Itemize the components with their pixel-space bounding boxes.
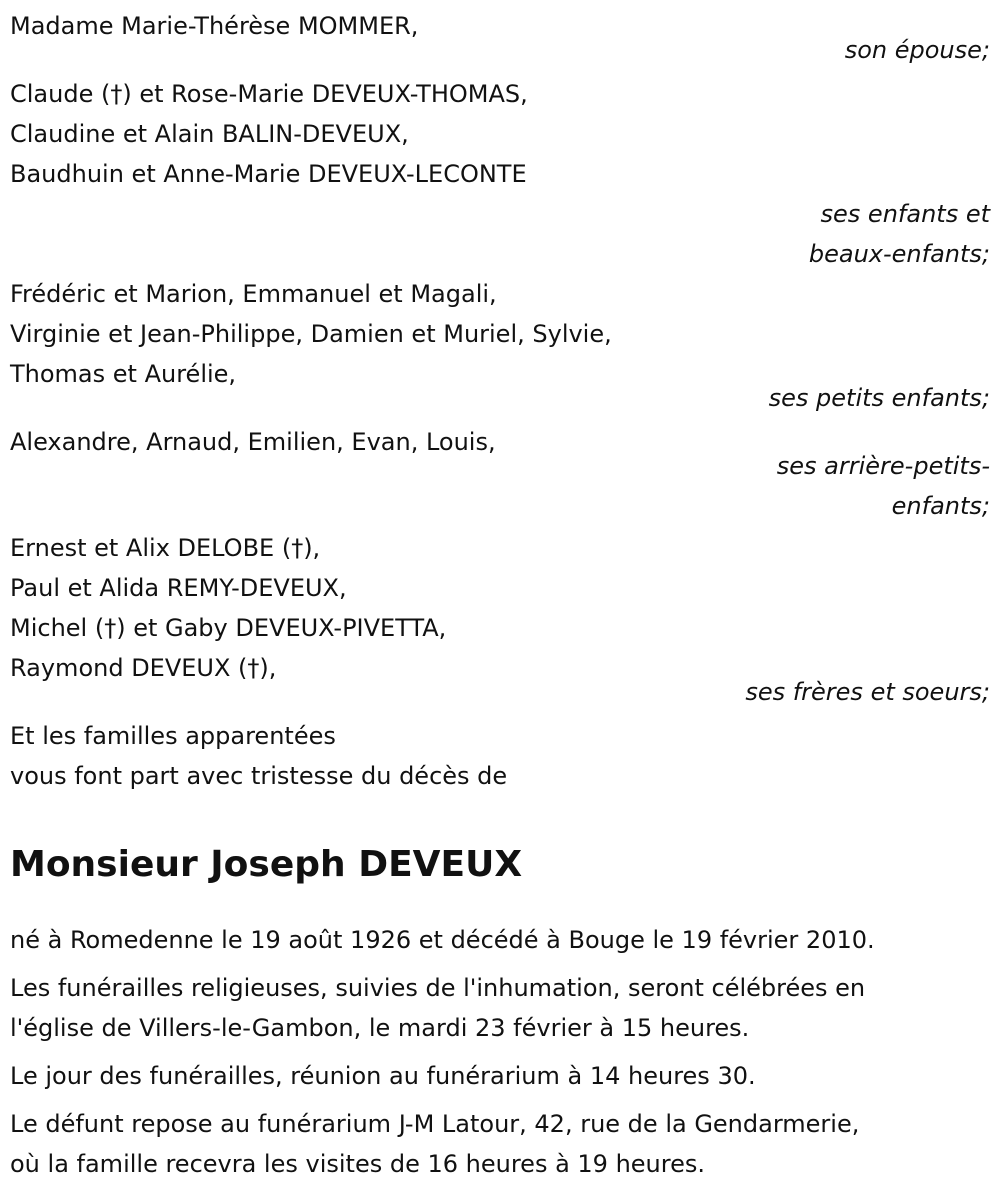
family-line: Madame Marie-Thérèse MOMMER, [10, 12, 419, 40]
spouse-group [10, 6, 990, 70]
paragraph-line: où la famille recevra les visites de 16 heures à 19 heures. [10, 1150, 706, 1178]
family-line: Claudine et Alain BALIN-DEVEUX, [10, 120, 409, 148]
family-line: Thomas et Aurélie, [10, 360, 237, 388]
family-line: Frédéric et Marion, Emmanuel et Magali, [10, 280, 497, 308]
family-line: Baudhuin et Anne-Marie DEVEUX-LECONTE [10, 160, 527, 188]
intro-line: Et les familles apparentées [10, 722, 336, 750]
visitation-paragraph [10, 1104, 990, 1184]
funeral-paragraph [10, 968, 990, 1048]
birth-death-paragraph [10, 920, 990, 960]
paragraph-line: né à Romedenne le 19 août 1926 et décédé à Bouge le 19 février 2010. [10, 926, 875, 954]
family-line: Ernest et Alix DELOBE (†), [10, 534, 321, 562]
deceased-name: Monsieur Joseph DEVEUX [10, 844, 523, 885]
family-line: Michel (†) et Gaby DEVEUX-PIVETTA, [10, 614, 447, 642]
intro-line: vous font part avec tristesse du décès de [10, 762, 508, 790]
relation-label: ses enfants et [820, 200, 990, 228]
relation-label: ses arrière-petits- [776, 452, 990, 480]
family-line: Virginie et Jean-Philippe, Damien et Muriel, Sylvie, [10, 320, 612, 348]
intro [10, 716, 990, 796]
relation-label: enfants; [891, 492, 990, 520]
paragraph-line: Le défunt repose au funérarium J-M Latour, 42, rue de la Gendarmerie, [10, 1110, 860, 1138]
relation-label: ses petits enfants; [768, 384, 990, 412]
meeting-paragraph [10, 1056, 990, 1096]
children-group [10, 74, 990, 274]
paragraph-line: Les funérailles religieuses, suivies de l'inhumation, seront célébrées en [10, 974, 866, 1002]
paragraph-line: l'église de Villers-le-Gambon, le mardi 23 février à 15 heures. [10, 1014, 750, 1042]
relation-label: beaux-enfants; [808, 240, 990, 268]
grandchildren-group [10, 274, 990, 418]
family-line: Raymond DEVEUX (†), [10, 654, 277, 682]
great-grandchildren-group [10, 422, 990, 526]
relation-label: son épouse; [844, 36, 990, 64]
paragraph-line: Le jour des funérailles, réunion au funérarium à 14 heures 30. [10, 1062, 756, 1090]
siblings-group [10, 528, 990, 712]
family-line: Paul et Alida REMY-DEVEUX, [10, 574, 347, 602]
family-line: Alexandre, Arnaud, Emilien, Evan, Louis, [10, 428, 496, 456]
family-line: Claude (†) et Rose-Marie DEVEUX-THOMAS, [10, 80, 528, 108]
relation-label: ses frères et soeurs; [745, 678, 990, 706]
